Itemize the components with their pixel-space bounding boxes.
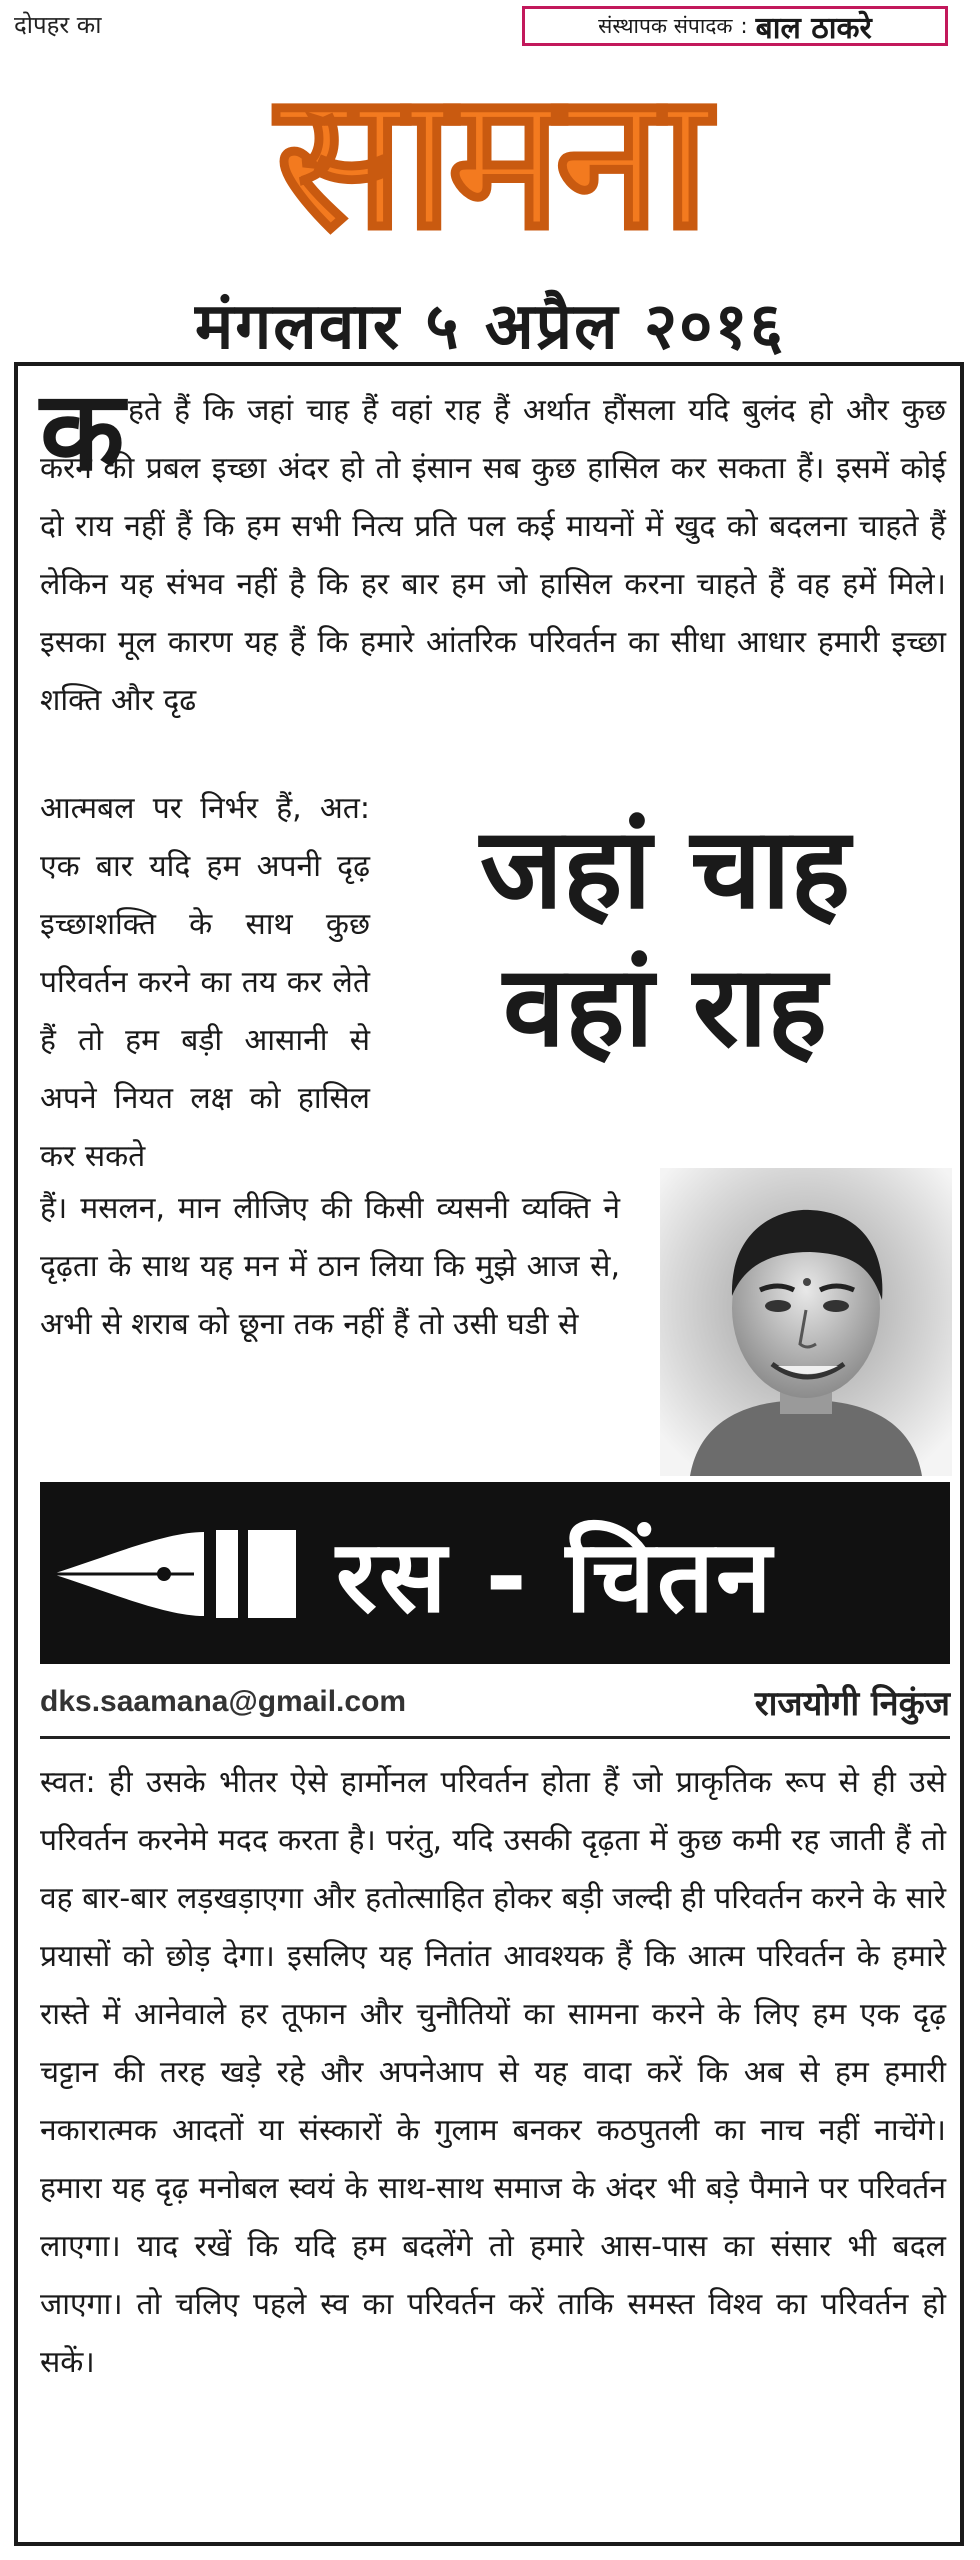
article-continued-text: हैं। मसलन, मान लीजिए की किसी व्यसनी व्यक्ति ने दृढ़ता के साथ यह मन में ठान लिया कि मुझे आज से, अभी से शराब को छूना तक नहीं हैं तो उसी घडी से	[40, 1191, 620, 1342]
article-headline	[380, 800, 950, 1076]
dateline: मंगलवार ५ अप्रैल २०१६	[195, 290, 785, 364]
author-email-link[interactable]: dks.saamana@gmail.com	[40, 1685, 407, 1718]
newspaper-masthead-title: सामना	[276, 50, 704, 271]
article-left-column: आत्मबल पर निर्भर हैं, अत: एक बार यदि हम अपनी दृढ़ इच्छाशक्ति के साथ कुछ परिवर्तन करने का तय कर लेते हैं तो हम बड़ी आसानी से अपने नियत लक्ष को हासिल कर सकते	[40, 791, 370, 1174]
founder-editor-separator: :	[740, 14, 748, 38]
intro-rest: बुलंद हो और कुछ करने की प्रबल इच्छा अंदर हो तो इंसान सब कुछ हासिल कर सकता हैं। इसमें कोई दो राय नहीं हैं कि हम सभी नित्य प्रति पल कई मायनों में खुद को बदलना चाहते हैं लेकिन यह संभव नहीं है कि हर बार हम जो हासिल करना चाहते हैं वह हमें मिले। इसका मूल कारण यह हैं कि हमारे आंतरिक परिवर्तन का सीधा आधार हमारी इच्छा शक्ति और दृढ	[40, 393, 946, 718]
edition-label: दोपहर का	[14, 11, 102, 39]
headline-line-1: जहां चाह	[479, 804, 851, 934]
byline-divider	[40, 1736, 950, 1739]
author-portrait	[660, 1168, 952, 1476]
article-intro-paragraph	[40, 382, 946, 730]
byline-row	[40, 1672, 950, 1732]
drop-cap: क	[40, 367, 125, 495]
column-title: रस - चिंतन	[336, 1518, 774, 1635]
founder-editor-box	[522, 6, 948, 46]
article-closing-paragraph: स्वत: ही उसके भीतर ऐसे हार्मोनल परिवर्तन होता हैं जो प्राकृतिक रूप से ही उसे परिवर्तन करनेमे मदद करता है। परंतु, यदि उसकी दृढ़ता में कुछ कमी रह जाती हैं तो वह बार-बार लड़खड़ाएगा और हतोत्साहित होकर बड़ी जल्दी ही परिवर्तन करने के सारे प्रयासों को छोड़ देगा। इसलिए यह नितांत आवश्यक हैं कि आत्म परिवर्तन के हमारे रास्ते में आनेवाले हर तूफान और चुनौतियों का सामना करने के लिए हम एक दृढ़ चट्टान की तरह खड़े रहे और अपनेआप से यह वादा करें कि अब से हम हमारी नकारात्मक आदतों या संस्कारों के गुलाम बनकर कठपुतली का नाच नहीं नाचेंगे। हमारा यह दृढ़ मनोबल स्वयं के साथ-साथ समाज के अंदर भी बड़े पैमाने पर परिवर्तन लाएगा। याद रखें कि यदि हम बदलेंगे तो हमारे आस-पास का संसार भी बदल जाएगा। तो चलिए पहले स्व का परिवर्तन करें ताकि समस्त विश्व का परिवर्तन हो सकें।	[40, 1765, 946, 2380]
fountain-pen-nib-icon	[44, 1518, 304, 1628]
intro-first-line: हते हैं कि जहां चाह हैं वहां राह हैं अर्थात हौंसला यदि	[128, 393, 730, 428]
founder-editor-label: संस्थापक संपादक	[598, 14, 733, 38]
author-name: राजयोगी निकुंज	[754, 1684, 950, 1724]
founder-editor-name: बाल ठाकरे	[755, 10, 872, 46]
headline-line-2: वहां राह	[502, 942, 828, 1072]
